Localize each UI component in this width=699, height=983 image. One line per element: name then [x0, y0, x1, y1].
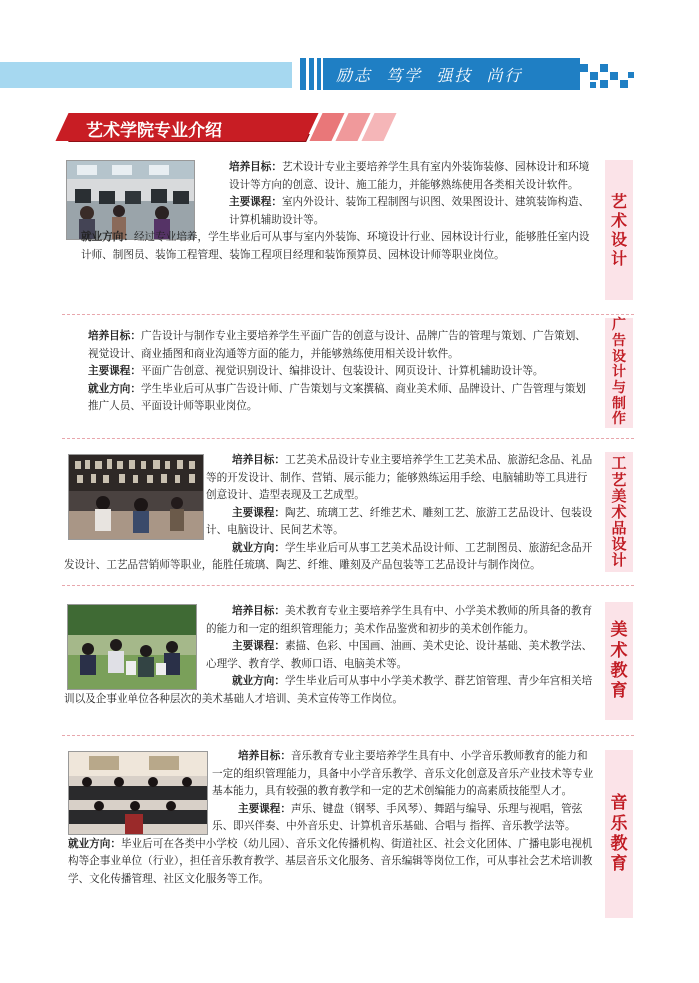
goal-label: 培养目标：: [88, 330, 141, 342]
career-text: 经过专业培养，学生毕业后可从事与室内外装饰、环境设计行业、园林设计行业，能够胜任室内设计师、制图员、装饰工程管理、装饰工程项目经理和装饰预算员、园林设计师等职业岗位。: [81, 231, 590, 261]
career-label: 就业方向：: [232, 541, 285, 554]
goal-text: 工艺美术品设计专业主要培养学生工艺美术品、旅游纪念品、礼品等的开发设计、制作、营销、展示能力；能够熟练运用手绘、电脑辅助等工具进行创意设计、造型表现及工艺成型。: [206, 454, 593, 501]
goal-label: 培养目标：: [232, 454, 285, 466]
course-text: 声乐、键盘（钢琴、手风琴）、舞蹈与编导、乐理与视唱，管弦乐、即兴伴奏、中外音乐史、计算机音乐基础、合唱与 指挥、音乐教学法等。: [212, 802, 583, 832]
career-label: 就业方向：: [81, 231, 134, 243]
program-label-music-education: 音乐教育: [605, 750, 633, 918]
career-text: 毕业后可在各类中小学校（幼儿园）、音乐文化传播机构、街道社区、社会文化团体、广播电影电视机构等企事业单位（行业），担任音乐教育教学、基层音乐文化服务、音乐编辑等岗位工作，可从事社会艺术培训教学、文化传播管理、社区文化服务等工作。: [68, 837, 593, 885]
section-divider: [62, 438, 634, 439]
header-bar-left: [0, 62, 292, 88]
career-label: 就业方向：: [88, 382, 141, 395]
career-text: 学生毕业后可从事广告设计师、广告策划与文案撰稿、商业美术师、品牌设计、广告管理与策划推广人员、平面设计师等职业岗位。: [88, 382, 586, 412]
goal-text: 艺术设计专业主要培养学生具有室内外装饰装修、园林设计和环境设计等方向的创意、设计、施工能力，并能够熟练使用各类相关设计软件。: [229, 161, 590, 191]
program-text-music-education: [64, 748, 594, 888]
course-label: 主要课程：: [232, 506, 285, 519]
program-text-advertising: [64, 328, 594, 416]
course-label: 主要课程：: [229, 196, 282, 208]
page-title: 艺术学院专业介绍: [86, 121, 222, 141]
program-text-crafts: [64, 452, 594, 575]
section-divider: [62, 735, 634, 736]
course-label: 主要课程：: [238, 802, 291, 815]
course-text: 素描、色彩、中国画、油画、美术史论、设计基础、美术教学法、心理学、教育学、教师口语、电脑美术等。: [206, 640, 593, 670]
career-text: 学生毕业后可从事中小学美术教学、群艺馆管理、青少年宫相关培训以及企事业单位各种层次的美术基础人才培训、美术宣传等工作岗位。: [64, 675, 593, 705]
goal-label: 培养目标：: [229, 161, 282, 173]
mosaic-decoration: [578, 62, 638, 92]
goal-text: 音乐教育专业主要培养学生具有中、小学音乐教师教育的能力和一定的组织管理能力，具备中小学音乐教学、音乐文化创意及音乐产业技术等专业基本能力，具有较强的教育教学和一定的艺术创编能力的高素质技能型人才。: [212, 750, 594, 797]
goal-label: 培养目标：: [238, 750, 291, 762]
career-text: 学生毕业后可从事工艺美术品设计师、工艺制图员、旅游纪念品开发设计、工艺品营销师等职业，能胜任琉璃、陶艺、纤维、雕刻及产品包装等工艺品设计与制作岗位。: [64, 541, 593, 571]
course-text: 陶艺、琉璃工艺、纤维艺术、雕刻工艺、旅游工艺品设计、包装设计、电脑设计、民间艺术等。: [206, 506, 593, 536]
course-label: 主要课程：: [232, 640, 285, 652]
section-divider: [62, 585, 634, 586]
goal-label: 培养目标：: [232, 605, 285, 617]
course-text: 平面广告创意、视觉识别设计、编排设计、包装设计、网页设计、计算机辅助设计等。: [140, 365, 544, 377]
program-text-art-education: [64, 603, 594, 708]
program-label-art-education: 美术教育: [605, 602, 633, 720]
career-label: 就业方向：: [232, 675, 285, 687]
program-label-art-design: 艺术设计: [605, 160, 633, 300]
program-label-crafts: 工艺美术品设计: [605, 452, 633, 572]
program-text-art-design: [81, 159, 594, 264]
section-divider: [62, 314, 634, 315]
goal-text: 美术教育专业主要培养学生具有中、小学美术教师的所具备的教育的能力和一定的组织管理能力；美术作品鉴赏和初步的美术创作能力。: [206, 605, 593, 635]
motto: 励志 笃学 强技 尚行: [336, 66, 523, 85]
course-text: 室内外设计、装饰工程制图与识图、效果图设计、建筑装饰构造、计算机辅助设计等。: [229, 196, 590, 226]
program-label-advertising: 广告设计与制作: [605, 318, 633, 428]
course-label: 主要课程：: [88, 365, 141, 377]
goal-text: 广告设计与制作专业主要培养学生平面广告的创意与设计、品牌广告的管理与策划、广告策划、视觉设计、商业插图和商业沟通等方面的能力，并能够熟练使用相关设计软件。: [88, 330, 586, 360]
career-label: 就业方向：: [68, 837, 121, 850]
